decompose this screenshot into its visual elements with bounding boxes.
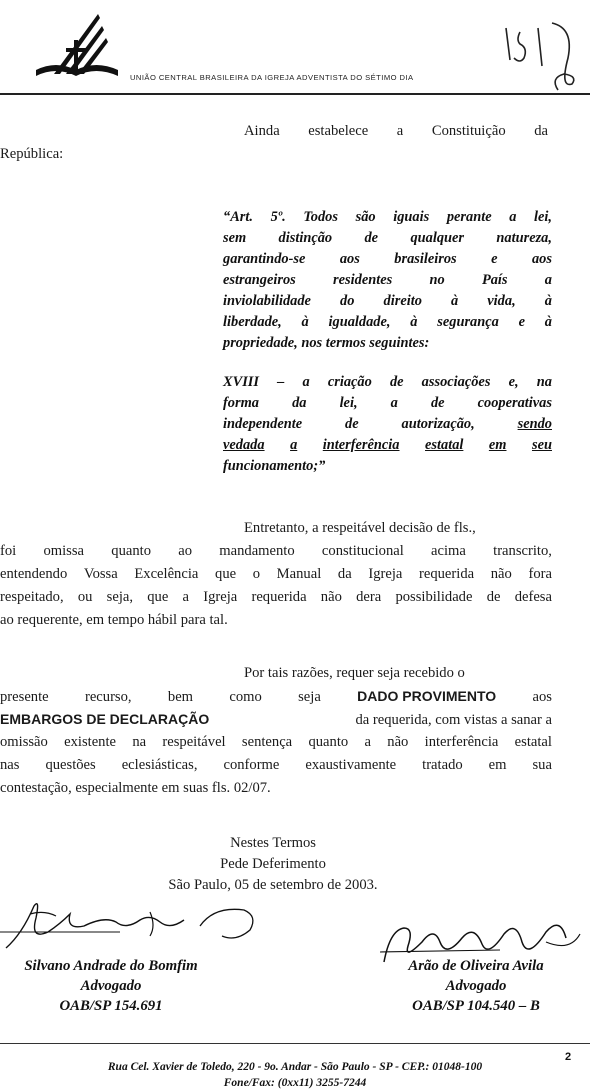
closing-line-2: Pede Deferimento bbox=[220, 856, 326, 872]
paragraph-3-line: presente recurso, bem como seja DADO PROVIMENTO aos bbox=[0, 688, 552, 705]
page-number: 2 bbox=[565, 1051, 572, 1063]
paragraph-3-line: contestação, especialmente em suas fls. 02/07. bbox=[0, 780, 271, 796]
quote-item-line: independente de autorização, sendo bbox=[223, 416, 552, 432]
paragraph-2-line: entendendo Vossa Excelência que o Manual da Igreja requerida não fora bbox=[0, 566, 552, 582]
paragraph-2-line: Entretanto, a respeitável decisão de fls., bbox=[244, 520, 476, 536]
church-logo-icon bbox=[32, 4, 122, 86]
quote-item-line: funcionamento;” bbox=[223, 458, 326, 474]
footer-address: Rua Cel. Xavier de Toledo, 220 - 9o. Andar - São Paulo - SP - CEP.: 01048-100 bbox=[107, 1061, 483, 1073]
quote-line: estrangeiros residentes no País a bbox=[223, 272, 552, 288]
signatory-1-oab: OAB/SP 154.691 bbox=[59, 998, 163, 1014]
signatory-1-name: Silvano Andrade do Bomfim bbox=[24, 958, 198, 974]
quote-line: sem distinção de qualquer natureza, bbox=[223, 230, 552, 246]
quote-line: liberdade, à igualdade, à segurança e à bbox=[223, 314, 552, 330]
footer-rule bbox=[0, 1043, 590, 1044]
paragraph-3-line: Por tais razões, requer seja recebido o bbox=[244, 665, 465, 681]
signatory-2-name: Arão de Oliveira Avila bbox=[408, 958, 544, 974]
paragraph-3-line: nas questões eclesiásticas, conforme exaustivamente tratado em sua bbox=[0, 757, 552, 773]
intro-line-2: República: bbox=[0, 146, 64, 162]
intro-line-1: Ainda estabelece a Constituição da bbox=[244, 123, 548, 139]
paragraph-2-line: ao requerente, em tempo hábil para tal. bbox=[0, 612, 228, 628]
quote-item-line: vedada a interferência estatal em seu bbox=[223, 437, 552, 453]
organization-name: UNIÃO CENTRAL BRASILEIRA DA IGREJA ADVENTISTA DO SÉTIMO DIA bbox=[130, 73, 414, 82]
quote-line: propriedade, nos termos seguintes: bbox=[223, 335, 430, 351]
closing-line-1: Nestes Termos bbox=[230, 835, 316, 851]
signatory-1-role: Advogado bbox=[80, 978, 142, 994]
quote-line: “Art. 5º. Todos são iguais perante a lei, bbox=[223, 209, 552, 225]
paragraph-2-line: respeitado, ou seja, que a Igreja requerida não dera possibilidade de defesa bbox=[0, 589, 552, 605]
quote-line: inviolabilidade do direito à vida, à bbox=[223, 293, 552, 309]
header-rule bbox=[0, 93, 590, 95]
signatory-2-oab: OAB/SP 104.540 – B bbox=[412, 998, 540, 1014]
handwritten-page-mark bbox=[498, 18, 583, 93]
paragraph-2-line: foi omissa quanto ao mandamento constitucional acima transcrito, bbox=[0, 543, 552, 559]
quote-line: garantindo-se aos brasileiros e aos bbox=[223, 251, 552, 267]
paragraph-3-line: EMBARGOS DE DECLARAÇÃO da requerida, com vistas a sanar a bbox=[0, 711, 552, 728]
quote-item-line: forma da lei, a de cooperativas bbox=[223, 395, 552, 411]
signatory-2-role: Advogado bbox=[445, 978, 507, 994]
paragraph-3-line: omissão existente na respeitável sentença quanto a não interferência estatal bbox=[0, 734, 552, 750]
closing-date: São Paulo, 05 de setembro de 2003. bbox=[168, 877, 378, 893]
footer-phone: Fone/Fax: (0xx11) 3255-7244 bbox=[223, 1077, 367, 1089]
quote-item-line: XVIII – a criação de associações e, na bbox=[223, 374, 552, 390]
signature-left bbox=[0, 896, 270, 958]
